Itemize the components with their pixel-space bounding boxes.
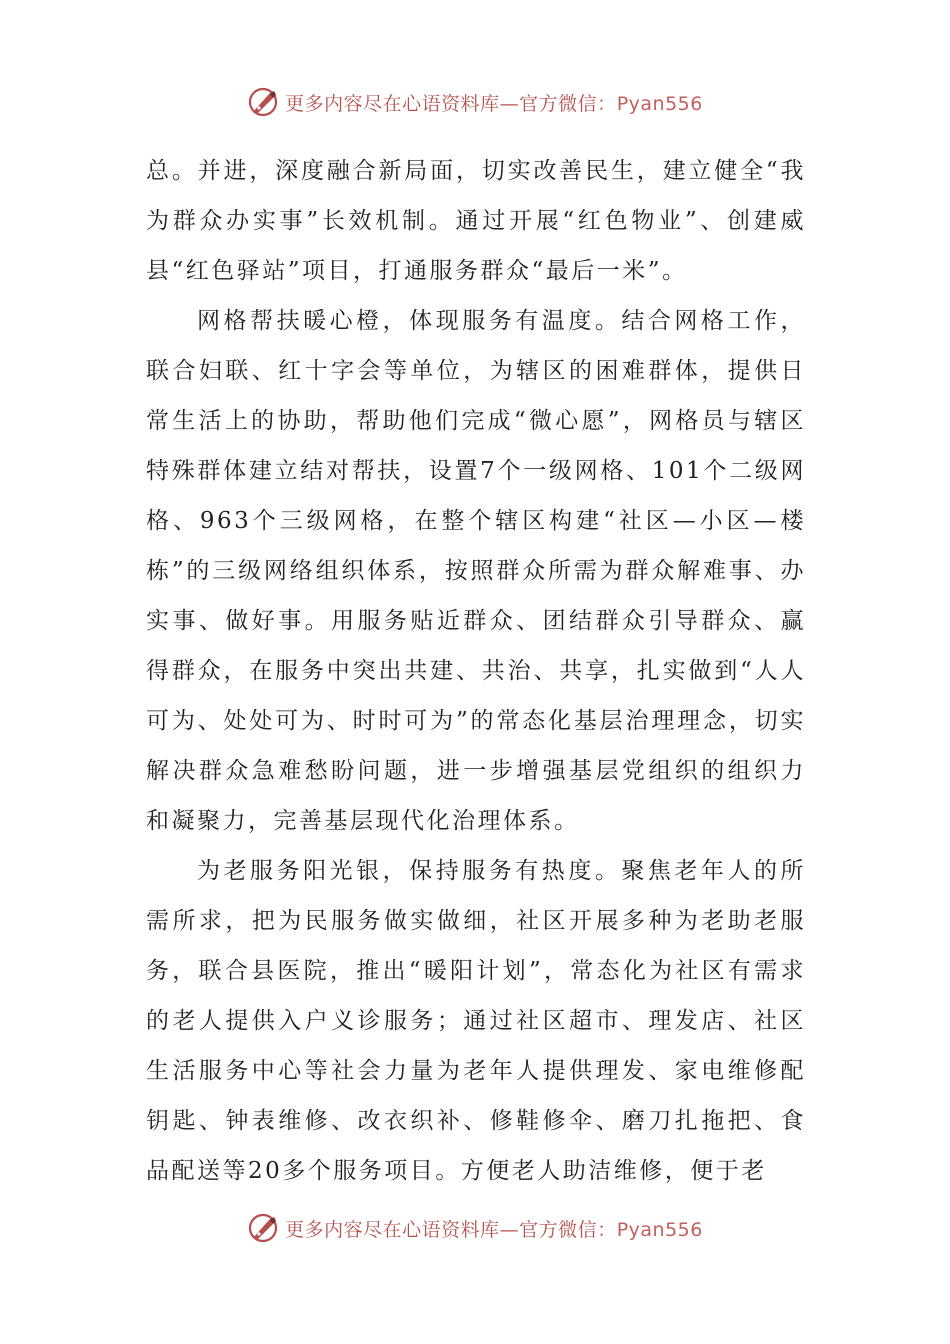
pen-nib-logo-icon bbox=[247, 1212, 279, 1244]
header-banner bbox=[0, 86, 950, 118]
header-wechat-label: 官方微信： bbox=[519, 92, 617, 115]
paragraph-3: 为老服务阳光银，保持服务有热度。聚焦老年人的所需所求，把为民服务做实做细，社区开展多种为老助老服务，联合县医院，推出“暖阳计划”，常态化为社区有需求的老人提供入户义诊服务；通过社区超市、理发店、社区生活服务中心等社会力量为老年人提供理发、家电维修配钥匙、钟表维修、改衣织补、修鞋修伞、磨刀扎拖把、食品配送等20多个服务项目。方便老人助洁维修，便于老 bbox=[146, 858, 806, 1184]
paragraph-1: 总。并进，深度融合新局面，切实改善民生，建立健全“我为群众办实事”长效机制。通过开展“红色物业”、创建威县“红色驿站”项目，打通服务群众“最后一米”。 bbox=[146, 158, 806, 284]
document-body bbox=[146, 146, 806, 1196]
header-wechat-id: Pyan556 bbox=[616, 92, 703, 115]
header-text bbox=[285, 89, 703, 116]
footer-wechat-label: 官方微信： bbox=[519, 1218, 617, 1241]
paragraph-2: 网格帮扶暖心橙，体现服务有温度。结合网格工作，联合妇联、红十字会等单位，为辖区的困难群体，提供日常生活上的协助，帮助他们完成“微心愿”，网格员与辖区特殊群体建立结对帮扶，设置7个一级网格、101个二级网格、963个三级网格，在整个辖区构建“社区—小区—楼栋”的三级网络组织体系，按照群众所需为群众解难事、办实事、做好事。用服务贴近群众、团结群众引导群众、赢得群众，在服务中突出共建、共治、共享，扎实做到“人人可为、处处可为、时时可为”的常态化基层治理理念，切实解决群众急难愁盼问题，进一步增强基层党组织的组织力和凝聚力，完善基层现代化治理体系。 bbox=[146, 308, 806, 834]
footer-banner bbox=[0, 1212, 950, 1244]
footer-wechat-id: Pyan556 bbox=[616, 1218, 703, 1241]
header-separator: — bbox=[499, 92, 520, 115]
footer-text bbox=[285, 1215, 703, 1242]
header-brand: 更多内容尽在心语资料库 bbox=[285, 92, 500, 115]
footer-separator: — bbox=[499, 1218, 520, 1241]
pen-nib-logo-icon bbox=[247, 86, 279, 118]
footer-brand: 更多内容尽在心语资料库 bbox=[285, 1218, 500, 1241]
